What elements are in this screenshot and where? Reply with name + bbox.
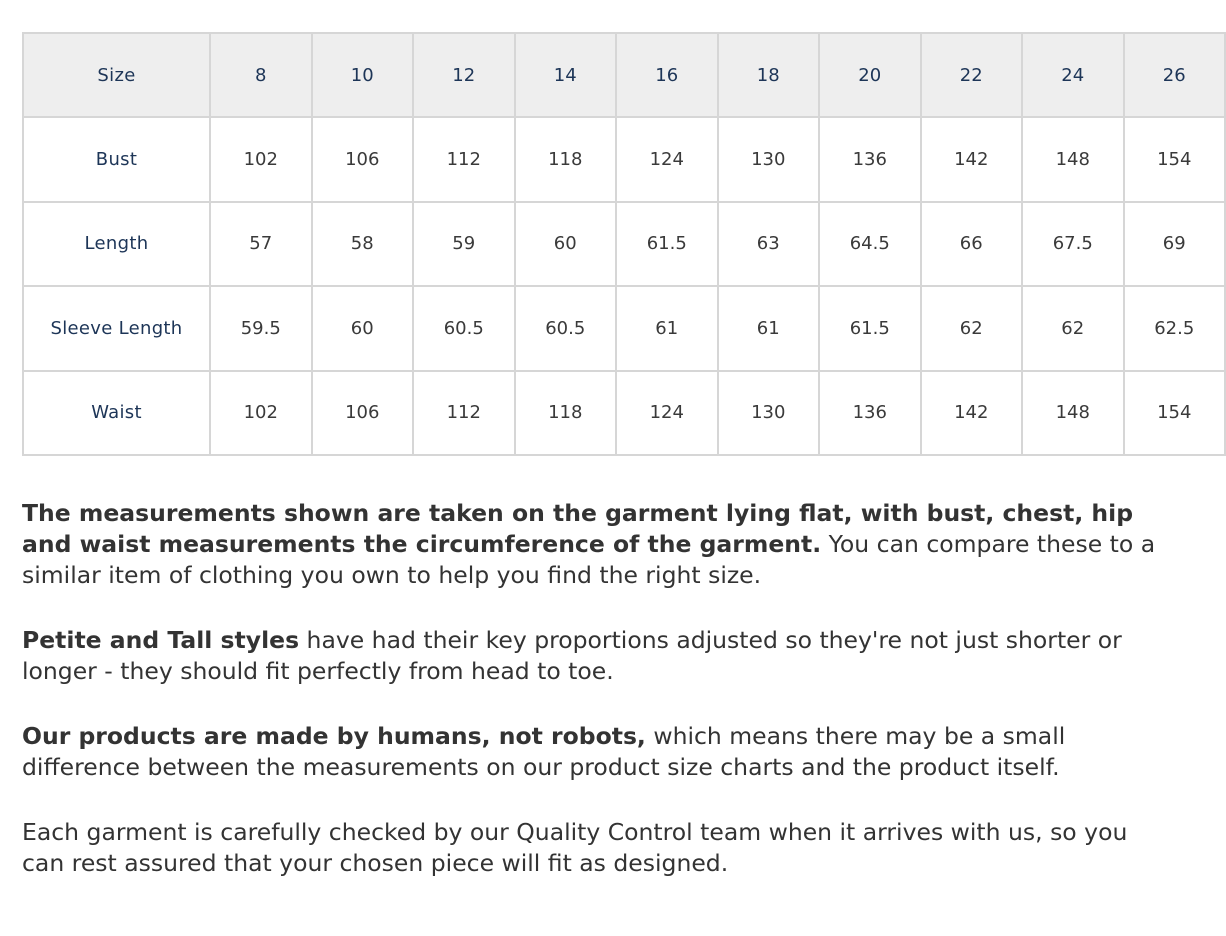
table-cell: 61	[616, 286, 718, 371]
size-header-cell: 14	[515, 33, 617, 117]
table-cell: 59.5	[210, 286, 312, 371]
table-cell: 60.5	[413, 286, 515, 371]
note-measurements	[22, 498, 1172, 591]
size-header-cell: 8	[210, 33, 312, 117]
note-quality-control-text: Each garment is carefully checked by our Quality Control team when it arrives with us, so you can rest assured that your chosen piece will fit as designed.	[22, 818, 1128, 877]
note-humans	[22, 721, 1172, 783]
table-cell: 142	[921, 117, 1023, 202]
table-cell: 59	[413, 202, 515, 287]
table-cell: 118	[515, 117, 617, 202]
size-header-row	[23, 33, 1225, 117]
table-cell: 130	[718, 371, 820, 456]
size-header-label: Size	[23, 33, 210, 117]
table-cell: 112	[413, 117, 515, 202]
note-quality-control	[22, 817, 1172, 879]
size-header-cell: 22	[921, 33, 1023, 117]
table-cell: 58	[312, 202, 414, 287]
table-cell: 62	[921, 286, 1023, 371]
note-humans-text: which means there may be a small difference between the measurements on our product size charts and the product itself.	[22, 722, 1066, 781]
table-cell: 148	[1022, 117, 1124, 202]
size-header-cell: 10	[312, 33, 414, 117]
table-cell: 61.5	[616, 202, 718, 287]
table-cell: 60	[312, 286, 414, 371]
size-header-cell: 12	[413, 33, 515, 117]
table-cell: 61	[718, 286, 820, 371]
table-cell: 69	[1124, 202, 1226, 287]
table-cell: 142	[921, 371, 1023, 456]
table-row-bust	[23, 117, 1225, 202]
table-cell: 61.5	[819, 286, 921, 371]
note-measurements-bold: The measurements shown are taken on the garment lying flat, with bust, chest, hip and waist measurements the circumference of the garment.	[22, 499, 1134, 558]
table-cell: 57	[210, 202, 312, 287]
note-petite-tall-bold: Petite and Tall styles	[22, 626, 300, 654]
row-label-sleeve-length: Sleeve Length	[23, 286, 210, 371]
size-header-cell: 18	[718, 33, 820, 117]
table-row-waist	[23, 371, 1225, 456]
table-cell: 106	[312, 117, 414, 202]
table-cell: 154	[1124, 117, 1226, 202]
table-row-length	[23, 202, 1225, 287]
row-label-bust: Bust	[23, 117, 210, 202]
row-label-waist: Waist	[23, 371, 210, 456]
size-chart-container[interactable]	[22, 32, 1195, 456]
table-cell: 124	[616, 117, 718, 202]
size-guide-notes	[22, 498, 1172, 913]
table-cell: 60	[515, 202, 617, 287]
table-cell: 102	[210, 117, 312, 202]
table-cell: 148	[1022, 371, 1124, 456]
table-cell: 130	[718, 117, 820, 202]
table-cell: 112	[413, 371, 515, 456]
note-measurements-text: You can compare these to a similar item of clothing you own to help you find the right size.	[22, 530, 1156, 589]
table-cell: 106	[312, 371, 414, 456]
table-row-sleeve-length	[23, 286, 1225, 371]
table-cell: 124	[616, 371, 718, 456]
table-cell: 67.5	[1022, 202, 1124, 287]
table-cell: 136	[819, 117, 921, 202]
row-label-length: Length	[23, 202, 210, 287]
table-cell: 62.5	[1124, 286, 1226, 371]
size-header-cell: 20	[819, 33, 921, 117]
table-cell: 136	[819, 371, 921, 456]
table-cell: 66	[921, 202, 1023, 287]
note-petite-tall-text: have had their key proportions adjusted so they're not just shorter or longer - they should fit perfectly from head to toe.	[22, 626, 1122, 685]
table-cell: 63	[718, 202, 820, 287]
note-humans-bold: Our products are made by humans, not robots,	[22, 722, 646, 750]
size-header-cell: 24	[1022, 33, 1124, 117]
table-cell: 60.5	[515, 286, 617, 371]
size-chart-table	[22, 32, 1226, 456]
size-header-cell: 16	[616, 33, 718, 117]
table-cell: 64.5	[819, 202, 921, 287]
table-cell: 118	[515, 371, 617, 456]
table-cell: 102	[210, 371, 312, 456]
table-cell: 154	[1124, 371, 1226, 456]
table-cell: 62	[1022, 286, 1124, 371]
note-petite-tall	[22, 625, 1172, 687]
size-header-cell: 26	[1124, 33, 1226, 117]
